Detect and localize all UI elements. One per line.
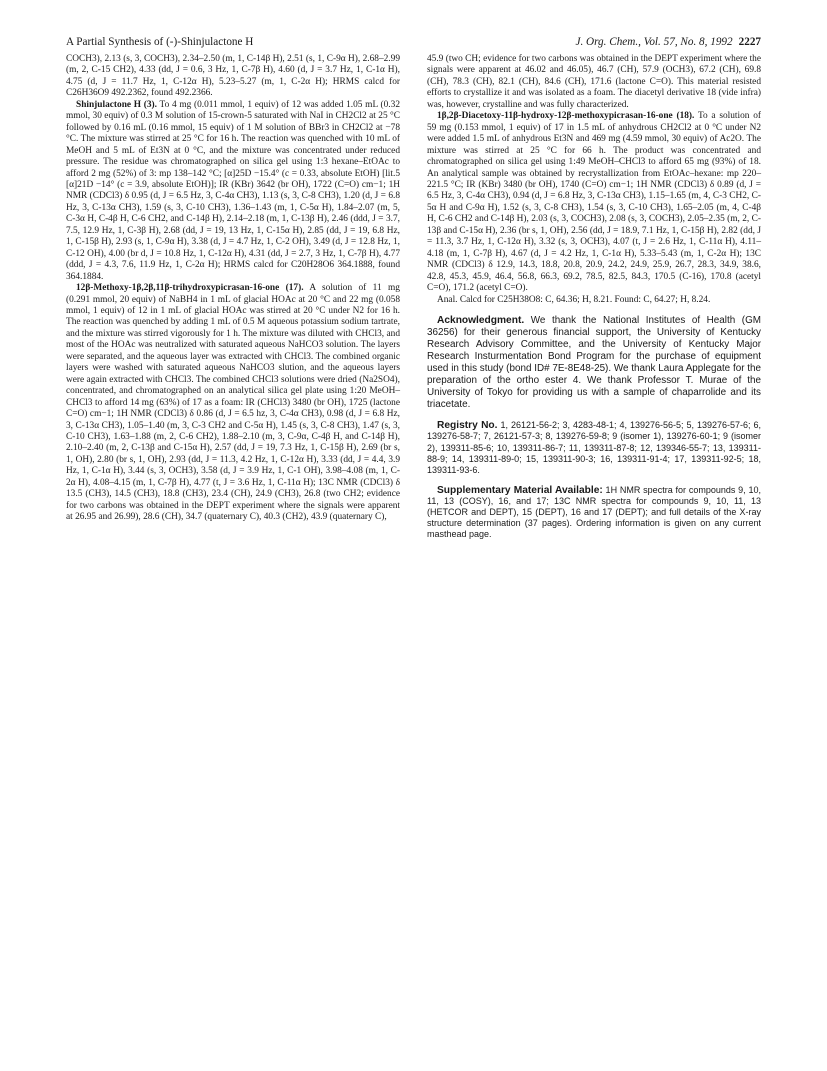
paragraph-compound-17	[66, 283, 400, 524]
section-heading-compound-17: 12β-Methoxy-1β,2β,11β-trihydroxypicrasan-16-one (17).	[76, 283, 304, 294]
acknowledgment-heading: Acknowledgment.	[437, 314, 525, 326]
paragraph-continued-data: COCH3), 2.13 (s, 3, COCH3), 2.34–2.50 (m, 1, C-14β H), 2.51 (s, 1, C-9α H), 2.68–2.99 (m, 2, C-15 CH2), 4.33 (dd, J = 0.6, 3 Hz, 1, C-7β H), 4.60 (d, J = 3.7 Hz, 1, C-1α H), 4.75 (d, J = 11.7 Hz, 1, C-12α H), 5.23–5.27 (m, 1, C-2α H); HRMS calcd for C26H36O9 492.2362, found 492.2366.	[66, 54, 400, 99]
journal-citation-header	[575, 34, 761, 50]
supplementary-heading: Supplementary Material Available:	[437, 484, 603, 496]
article-title-header: A Partial Synthesis of (-)-Shinjulactone H	[66, 36, 254, 48]
journal-reference: J. Org. Chem., Vol. 57, No. 8, 1992	[575, 36, 733, 48]
supplementary-text: 1H NMR spectra for compounds 9, 10, 11, 13 (COSY), 16, and 17; 13C NMR spectra for compounds 9, 10, 11, 13 (HETCOR and DEPT), 15 (DEPT), 16 and 17 (DEPT); and full details of the X-ray structure determination (37 pages). Ordering information is given on any current masthead page.	[427, 484, 761, 540]
page-number: 2227	[738, 36, 761, 48]
running-head	[66, 34, 761, 50]
registry-paragraph	[427, 420, 761, 475]
paragraph-continued-data: 45.9 (two CH; evidence for two carbons was obtained in the DEPT experiment where the signals were apparent at 46.02 and 46.05), 46.7 (CH), 57.9 (OCH3), 67.2 (CH), 69.8 (CH), 78.3 (CH), 82.1 (CH), 84.6 (CH), 171.6 (lactone C=O). This material resisted efforts to crystallize it and was isolated as a foam. The diacetyl derivative 18 (vide infra) was, however, crystalline and was fully characterized.	[427, 54, 761, 110]
paragraph-text: To a solution of 59 mg (0.153 mmol, 1 equiv) of 17 in 1.5 mL of anhydrous CH2Cl2 at 0 °C under N2 were added 1.5 mL of anhydrous Et3N and 469 mg (4.59 mmol, 30 equiv) of Ac2O. The mixture was stirred at 25 °C for 66 h. The product was concentrated and chromatographed on silica gel using 1:49 MeOH–CHCl3 to afford 65 mg (93%) of 18. An analytical sample was obtained by recrystallization from EtOAc–hexane: mp 220–221.5 °C; IR (KBr) 3480 (br OH), 1740 (C=O) cm−1; 1H NMR (CDCl3) δ 0.89 (d, J = 6.5 Hz, 3, C-4α CH3), 0.94 (d, J = 6.8 Hz, 3, C-13α CH3), 1.15–1.65 (m, 4, C-3 CH2, C-5α H and C-9α H), 1.52 (s, 3, C-8 CH3), 1.54 (s, 3, C-10 CH3), 1.65–2.05 (m, 4, C-4β H, C-6 CH2 and C-14β H), 2.03 (s, 3, COCH3), 2.08 (s, 3, COCH3), 2.05–2.35 (m, 2, C-13β and C-15α H), 2.36 (br s, 1, OH), 2.56 (dd, J = 18.9, 7.1 Hz, 1, C-15β H), 2.82 (dd, J = 11.3, 3.7 Hz, 1, C-12α H), 3.32 (s, 3, OCH3), 4.07 (t, J = 2.6 Hz, 1, C-11α H), 4.11–4.18 (m, 1, C-7β H), 4.67 (d, J = 4.2 Hz, 1, C-1α H), 5.33–5.43 (m, 1, C-2α H); 13C NMR (CDCl3) δ 12.9, 14.3, 18.8, 20.8, 20.9, 24.2, 24.9, 25.9, 26.7, 28.3, 34.9, 38.6, 42.8, 45.3, 45.9, 46.4, 56.8, 66.3, 69.2, 78.5, 82.5, 84.3, 170.5 (C-16), 170.8 (acetyl C=O), 171.2 (acetyl C=O).	[427, 111, 761, 294]
acknowledgment-paragraph	[427, 315, 761, 411]
paragraph-analysis: Anal. Calcd for C25H38O8: C, 64.36; H, 8.21. Found: C, 64.27; H, 8.24.	[437, 294, 711, 305]
right-column	[427, 54, 761, 540]
section-heading-compound-18: 1β,2β-Diacetoxy-11β-hydroxy-12β-methoxypicrasan-16-one (18).	[437, 111, 695, 122]
supplementary-paragraph	[427, 485, 761, 540]
paragraph-text: To 4 mg (0.011 mmol, 1 equiv) of 12 was added 1.05 mL (0.32 mmol, 30 equiv) of 0.3 M solution of 15-crown-5 saturated with NaI in CH2Cl2 at 25 °C followed by 0.16 mL (0.16 mmol, 15 equiv) of 1 M solution of BBr3 in CH2Cl2 at −78 °C. The mixture was stirred at 25 °C for 16 h. The reaction was quenched with 10 mL of MeOH and 5 mL of Et3N at 0 °C, and the mixture was concentrated under reduced pressure. The residue was chromatographed on silica gel using 1:3 hexane–EtOAc to afford 2 mg (52%) of 3: mp 138–142 °C; [α]25D −15.4° (c = 0.33, absolute EtOH) [lit.5 [α]21D −14° (c = 3.9, absolute EtOH)]; IR (KBr) 3642 (br OH), 1722 (C=O) cm−1; 1H NMR (CDCl3) δ 0.95 (d, J = 6.5 Hz, 3, C-4α CH3), 1.13 (s, 3, C-8 CH3), 1.20 (d, J = 6.8 Hz, 3, C-13α CH3), 1.59 (s, 3, C-10 CH3), 1.36–1.43 (m, 1, C-5α H), 1.84–2.07 (m, 5, C-3α H, C-4β H, C-6 CH2, and C-14β H), 2.14–2.18 (m, 1, C-13β H), 2.46 (ddd, J = 3.7, 7.5, 12.9 Hz, 1, C-3β H), 2.68 (dd, J = 19, 13 Hz, 1, C-15α H), 2.85 (dd, J = 19, 6.8 Hz, 1, C-15β H), 2.93 (s, 1, C-9α H), 3.38 (d, J = 4.7 Hz, 1, C-2 OH), 3.49 (d, J = 12.8 Hz, 1, C-12 OH), 4.00 (br d, J = 10.8 Hz, 1, C-12α H), 4.31 (dd, J = 2.7, 3 Hz, 1, C-7β H), 4.77 (ddd, J = 4.3, 7.6, 11.9 Hz, 1, C-2α H); HRMS calcd for C20H28O6 364.1888, found 364.1884.	[66, 99, 400, 282]
paragraph-shinjulactone-h	[66, 100, 400, 283]
registry-text: 1, 26121-56-2; 3, 4283-48-1; 4, 139276-56-5; 5, 139276-57-6; 6, 139276-58-7; 7, 26121-57-3; 8, 139276-59-8; 9 (isomer 1), 139276-60-1; 9 (isomer 2), 139311-85-6; 10, 139311-86-7; 11, 139311-87-8; 12, 139346-55-7; 13, 139311-88-9; 14, 139311-89-0; 15, 139311-90-3; 16, 139311-91-4; 17, 139311-92-5; 18, 139311-93-6.	[427, 420, 761, 475]
acknowledgment-text: We thank the National Institutes of Health (GM 36256) for their generous financial support, the University of Kentucky Research Advisory Committee, and the University of Kentucky Major Research Insturmentation Bond Program for the purchase of equipment used in this study (bond ID# 7E-8E48-25). We thank Laura Applegate for the preparation of the ortho ester 4. We thank Professor T. Murae of the University of Tokyo for providing us with a sample of chaparrolide and its triacetate.	[427, 314, 761, 411]
registry-heading: Registry No.	[437, 420, 498, 432]
section-heading-shinjulactone-h: Shinjulactone H (3).	[76, 99, 157, 110]
paragraph-compound-18	[427, 111, 761, 294]
left-column	[66, 54, 400, 524]
paragraph-text: A solution of 11 mg (0.291 mmol, 20 equiv) of NaBH4 in 1 mL of glacial HOAc at 20 °C and 22 mg (0.058 mmol, 1 equiv) of 12 in 1 mL of glacial HOAc was stirred at 20 °C under N2 for 16 h. The reaction was quenched by adding 1 mL of 0.5 M aqueous potassium sodium tartrate, and the mixture was stirred vigorously for 1 h. The mixture was diluted with CHCl3, and most of the HOAc was neutralized with saturated aqueous NaHCO3 solution. The layers were separated, and the aqueous layer was extracted with CHCl3. The combined organic layers were washed with saturated aqueous NaHCO3 slution, and the aqueous layers were again extracted with CHCl3. The combined CHCl3 solutions were dried (Na2SO4), concentrated, and chromatographed on an analytical silica gel plate using 1:20 MeOH–CHCl3 to afford 14 mg (63%) of 17 as a foam: IR (CHCl3) 3480 (br OH), 1725 (lactone C=O) cm−1; 1H NMR (CDCl3) δ 0.86 (d, J = 6.5 hz, 3, C-4α CH3), 0.98 (d, J = 6.8 Hz, 3, C-13α CH3), 1.05–1.40 (m, 3, C-3 CH2 and C-5α H), 1.45 (s, 3, C-8 CH3), 1.47 (s, 3, C-10 CH3), 1.63–1.88 (m, 2, C-6 CH2), 1.88–2.10 (m, 3, C-9α, C-4β H, and C-14β H), 2.10–2.40 (m, 2, C-13β and C-15α H), 2.57 (dd, J = 19, 7.3 Hz, 1, C-15β H), 2.69 (br s, 1, OH), 2.80 (br s, 1, OH), 2.93 (dd, J = 11.3, 4.2 Hz, 1, C-12α H), 3.33 (dd, J = 4.4, 3.9 Hz, 1, C-1α H), 3.44 (s, 3, OCH3), 3.58 (d, J = 3.9 Hz, 1, C-1 OH), 3.98–4.08 (m, 1, C-2α H), 4.08–4.15 (m, 1, C-7β H), 4.77 (t, J = 3.6 Hz, 1, C-11α H); 13C NMR (CDCl3) δ 13.5 (CH3), 14.5 (CH3), 18.8 (CH3), 23.4 (CH), 24.9 (CH3), 26.8 (two CH2; evidence for two carbons was obtained in the DEPT experiment where the signals were apparent at 26.95 and 26.99), 28.6 (CH), 34.7 (quaternary C), 40.3 (CH2), 43.9 (quaternary C),	[66, 283, 400, 523]
